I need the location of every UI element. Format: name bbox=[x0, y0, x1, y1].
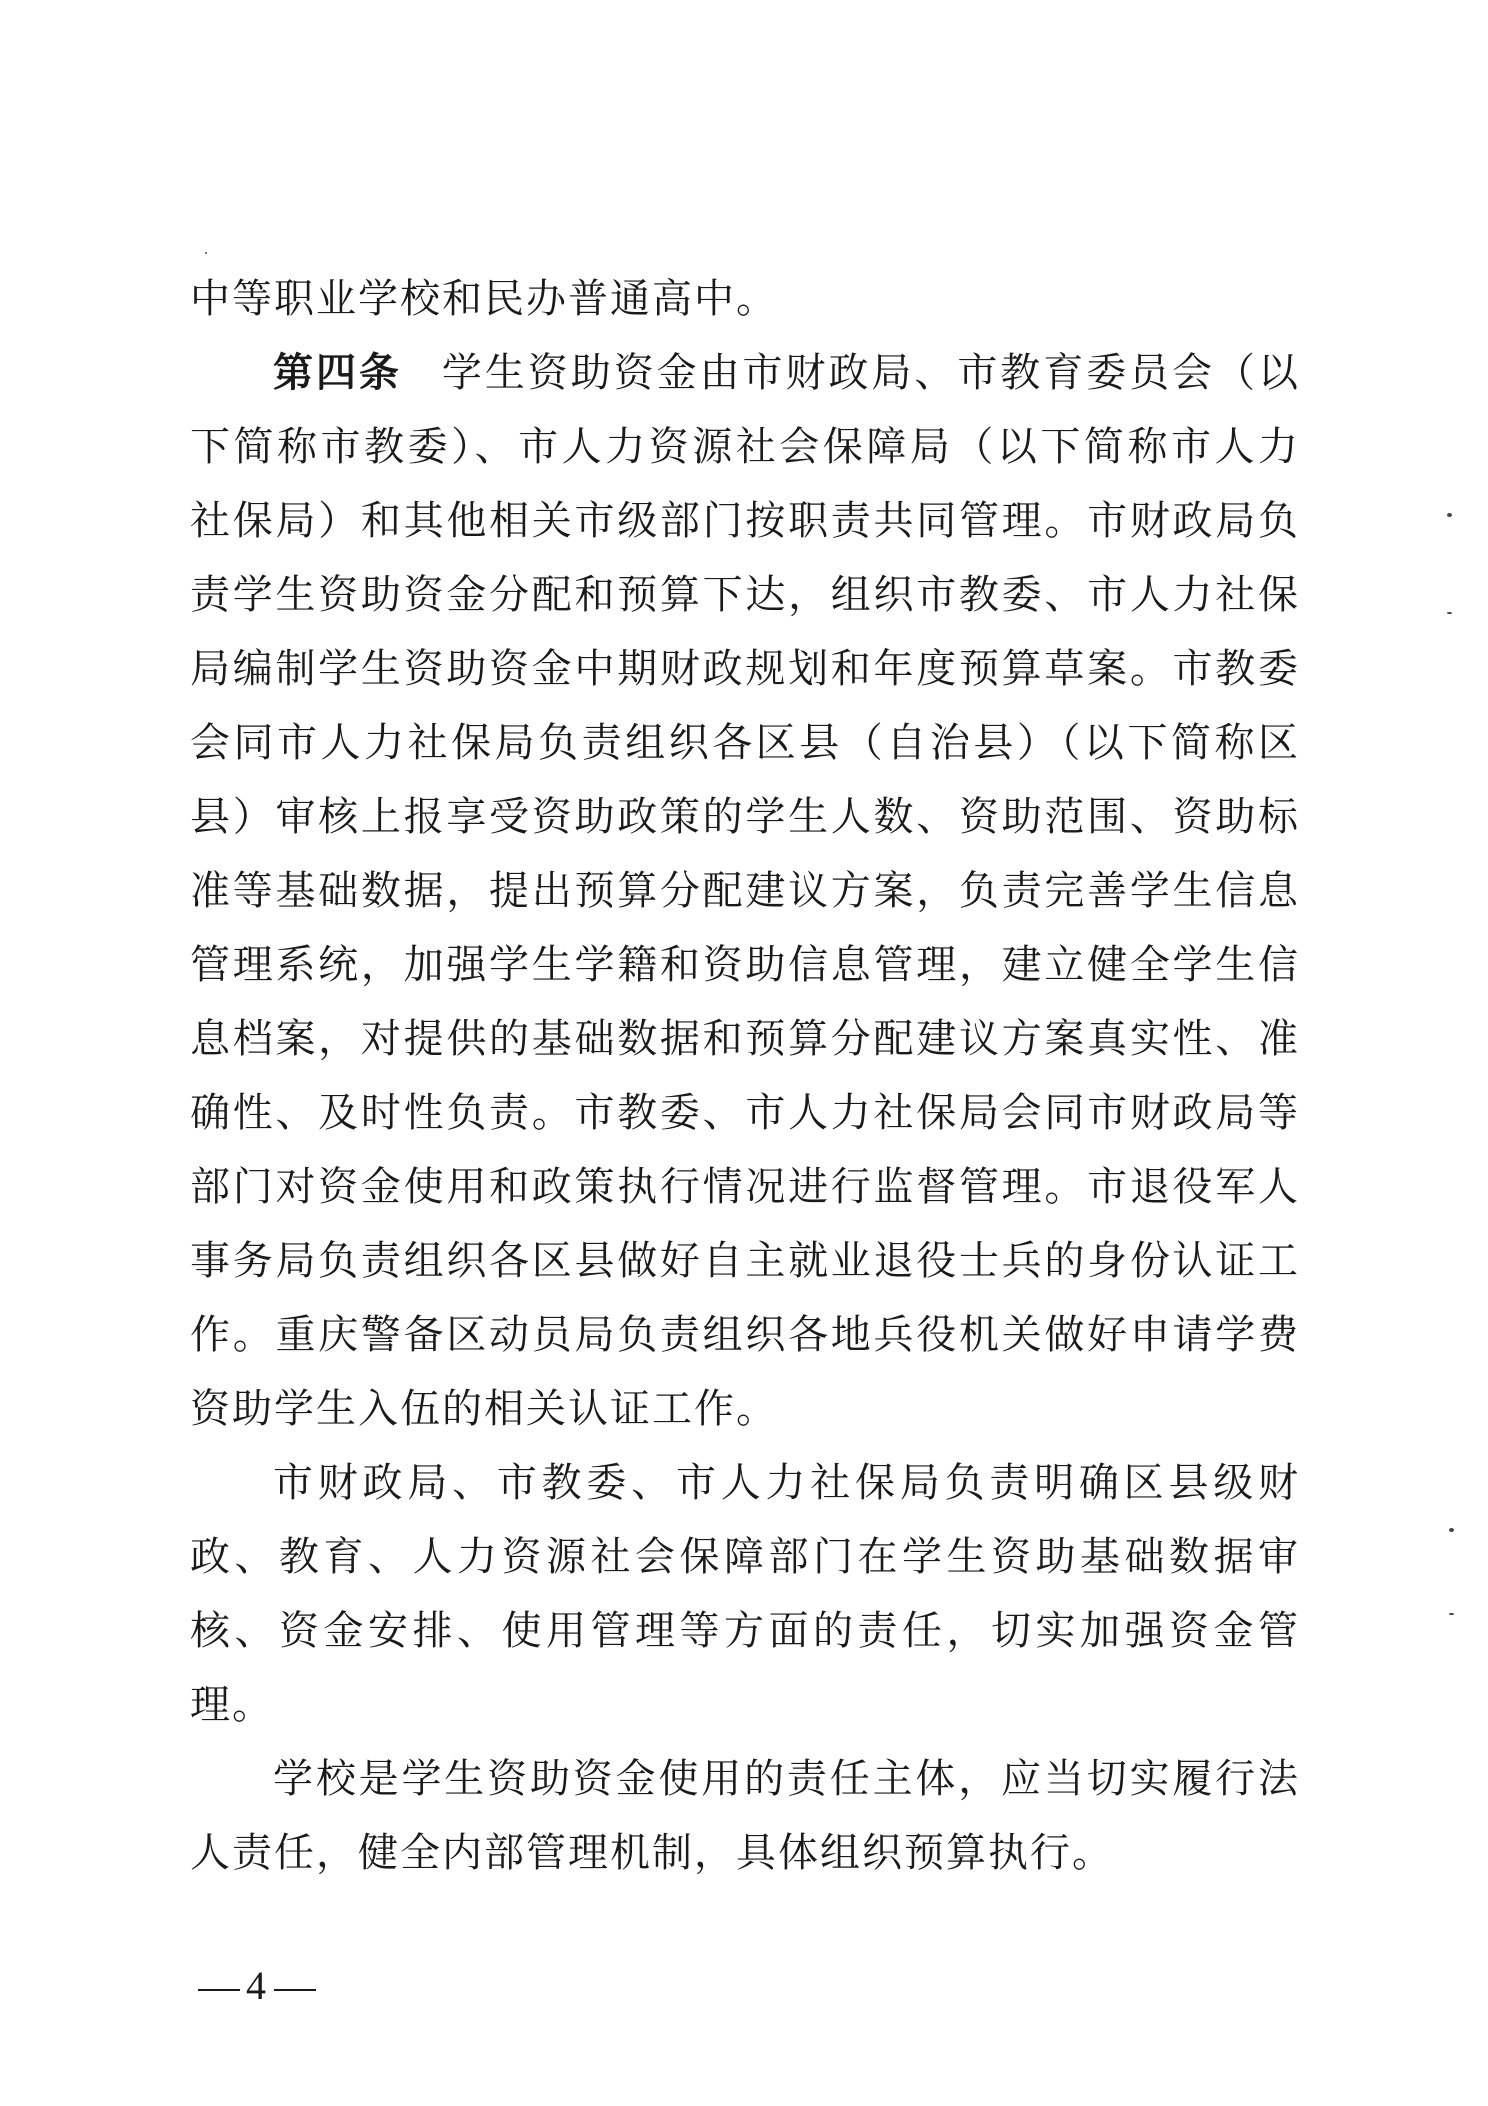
scan-speck bbox=[205, 252, 207, 254]
paragraph-text: 中等职业学校和民办普通高中。 bbox=[190, 276, 778, 322]
dash-right bbox=[274, 1989, 316, 1991]
paragraph-text: 学校是学生资助资金使用的责任主体，应当切实履行法人责任，健全内部管理机制，具体组织预算执行。 bbox=[190, 1756, 1300, 1876]
page-number-value: 4 bbox=[246, 1963, 268, 2008]
paragraph-text: 学生资助资金由市财政局、市教育委员会（以下简称市教委）、市人力资源社会保障局（以下简称市人力社保局）和其他相关市级部门按职责共同管理。市财政局负责学生资助资金分配和预算下达，组织市教委、市人力社保局编制学生资助资金中期财政规划和年度预算草案。市教委会同市人力社保局负责组织各区县（自治县）（以下简称区县）审核上报享受资助政策的学生人数、资助范围、资助标准等基础数据，提出预算分配建议方案，负责完善学生信息管理系统，加强学生学籍和资助信息管理，建立健全学生信息档案，对提供的基础数据和预算分配建议方案真实性、准确性、及时性负责。市教委、市人力社保局会同市财政局等部门对资金使用和政策执行情况进行监督管理。市退役军人事务局负责组织各区县做好自主就业退役士兵的身份认证工作。重庆警备区动员局负责组织各地兵役机关做好申请学费资助学生入伍的相关认证工作。 bbox=[190, 350, 1301, 1432]
scan-speck bbox=[1449, 1528, 1454, 1532]
page-number bbox=[192, 1962, 322, 2009]
paragraph-responsibilities bbox=[190, 1446, 1300, 1742]
paragraph-continuation bbox=[190, 262, 1300, 336]
paragraph-article-four bbox=[190, 336, 1300, 1446]
paragraph-text: 市财政局、市教委、市人力社保局负责明确区县级财政、教育、人力资源社会保障部门在学生资助基础数据审核、资金安排、使用管理等方面的责任，切实加强资金管理。 bbox=[190, 1460, 1300, 1728]
paragraph-school-responsibility bbox=[190, 1742, 1300, 1890]
scan-speck bbox=[1449, 1613, 1454, 1615]
body-text bbox=[190, 262, 1300, 1890]
scan-speck bbox=[1447, 513, 1452, 517]
scan-speck bbox=[1447, 612, 1452, 614]
article-label: 第四条 bbox=[273, 349, 402, 396]
dash-left bbox=[198, 1989, 240, 1991]
